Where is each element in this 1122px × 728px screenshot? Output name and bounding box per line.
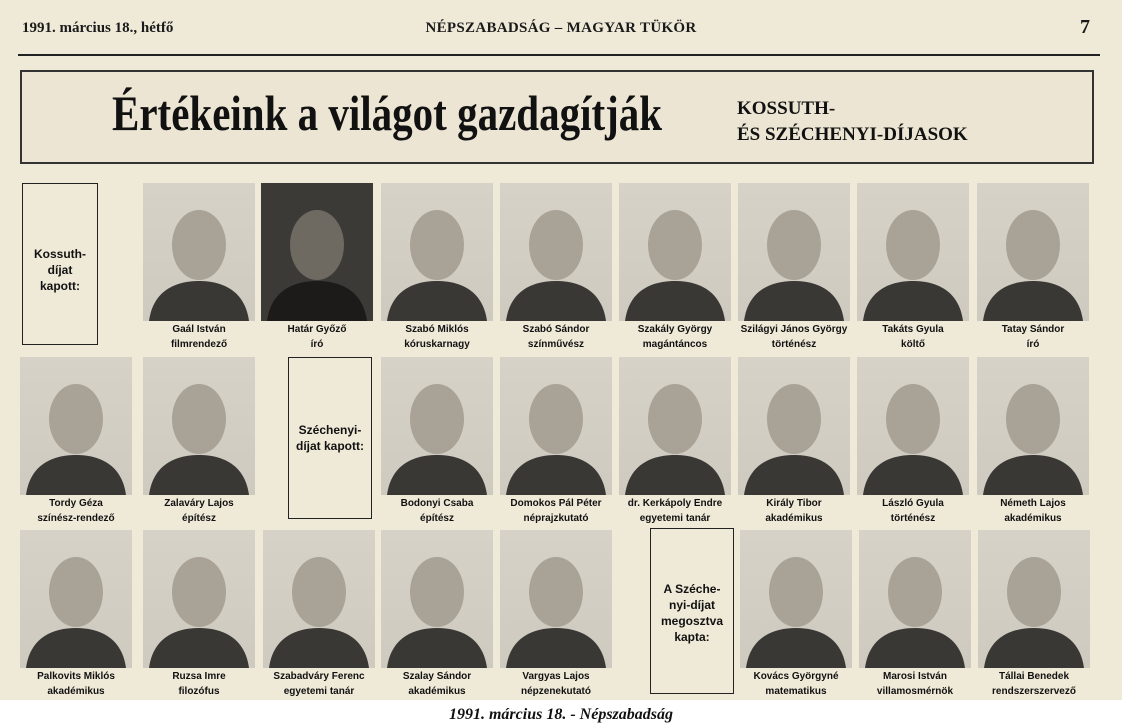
portrait-silhouette xyxy=(619,357,731,495)
portrait-silhouette xyxy=(500,357,612,495)
portrait-card xyxy=(263,530,375,698)
portrait-name: Tatay Sándor xyxy=(1001,324,1065,335)
portrait-role: egyetemi tanár xyxy=(639,513,711,524)
portrait-role: akadémikus xyxy=(765,513,823,524)
portrait-name: Szabó Miklós xyxy=(405,324,469,335)
szechenyi-label-box xyxy=(288,357,372,519)
portrait-role: akadémikus xyxy=(408,686,466,697)
portrait-photo xyxy=(978,530,1090,668)
portrait-name: Király Tibor xyxy=(766,498,822,509)
portrait-silhouette xyxy=(978,530,1090,668)
shared-label-line-3: megosztva xyxy=(660,614,724,628)
portrait-photo xyxy=(500,357,612,495)
portrait-name: Vargyas Lajos xyxy=(522,671,590,682)
portrait-name: Marosi István xyxy=(883,671,947,682)
portrait-photo xyxy=(740,530,852,668)
portrait-role: kóruskarnagy xyxy=(404,339,470,350)
portrait-silhouette xyxy=(857,183,969,321)
portrait-card xyxy=(978,530,1090,698)
portrait-name: Tordy Géza xyxy=(49,498,103,509)
portrait-name: Takáts Gyula xyxy=(882,324,944,335)
portrait-silhouette xyxy=(20,357,132,495)
portrait-photo xyxy=(857,183,969,321)
portrait-silhouette xyxy=(381,183,493,321)
portrait-role: filmrendező xyxy=(170,339,228,350)
header-date: 1991. március 18., hétfő xyxy=(22,20,174,36)
portrait-name: Ruzsa Imre xyxy=(172,671,226,682)
portrait-photo xyxy=(263,530,375,668)
portrait-card xyxy=(500,530,612,698)
portrait-photo xyxy=(500,530,612,668)
portrait-role: építész xyxy=(420,513,454,524)
portrait-name: Palkovits Miklós xyxy=(37,671,115,682)
portrait-silhouette xyxy=(738,183,850,321)
portrait-name: Bodonyi Csaba xyxy=(400,498,474,509)
portrait-silhouette xyxy=(143,530,255,668)
portrait-photo xyxy=(381,183,493,321)
portrait-name: Kovács Györgyné xyxy=(753,671,839,682)
kossuth-label-line-2: díjat xyxy=(47,263,73,277)
portrait-photo xyxy=(143,530,255,668)
portrait-card xyxy=(143,530,255,698)
portrait-role: színész-rendező xyxy=(37,513,115,524)
kossuth-label-box xyxy=(22,183,98,345)
portrait-name: Szalay Sándor xyxy=(402,671,472,682)
portrait-role: író xyxy=(310,339,324,350)
portrait-card xyxy=(20,357,132,525)
portrait-name: Szakály György xyxy=(637,324,713,335)
portrait-name: Szabadváry Ferenc xyxy=(273,671,365,682)
portrait-role: történész xyxy=(771,339,817,350)
portrait-silhouette xyxy=(263,530,375,668)
portrait-name: Tállai Benedek xyxy=(998,671,1070,682)
header-page-number: 7 xyxy=(1080,16,1090,38)
portrait-name: Szabó Sándor xyxy=(522,324,590,335)
portrait-role: matematikus xyxy=(765,686,827,697)
portrait-role: filozófus xyxy=(178,686,220,697)
portrait-silhouette xyxy=(619,183,731,321)
portrait-card xyxy=(857,357,969,525)
page-header xyxy=(0,14,1122,42)
portrait-silhouette xyxy=(261,183,373,321)
portrait-role: színművész xyxy=(527,339,585,350)
portrait-photo xyxy=(619,357,731,495)
portrait-silhouette xyxy=(143,183,255,321)
portrait-role: népzenekutató xyxy=(520,686,591,697)
portrait-name: dr. Kerkápoly Endre xyxy=(627,498,723,509)
kossuth-label-line-1: Kossuth- xyxy=(34,247,86,261)
portrait-role: költő xyxy=(901,339,925,350)
portrait-card xyxy=(143,357,255,525)
portrait-photo xyxy=(977,183,1089,321)
portrait-photo xyxy=(859,530,971,668)
portrait-card xyxy=(619,183,731,351)
portrait-role: néprajzkutató xyxy=(523,513,589,524)
portrait-card xyxy=(977,357,1089,525)
portrait-photo xyxy=(857,357,969,495)
portrait-role: villamosmérnök xyxy=(876,686,954,697)
headline: Értékeink a világot gazdagítják xyxy=(112,85,663,141)
portrait-name: Határ Győző xyxy=(287,324,347,335)
portrait-card xyxy=(859,530,971,698)
portrait-card xyxy=(500,183,612,351)
portrait-photo xyxy=(20,530,132,668)
portrait-photo xyxy=(143,357,255,495)
portrait-photo xyxy=(738,357,850,495)
portrait-name: Németh Lajos xyxy=(1000,498,1066,509)
portrait-role: építész xyxy=(182,513,216,524)
portrait-silhouette xyxy=(740,530,852,668)
portrait-role: akadémikus xyxy=(47,686,105,697)
portrait-silhouette xyxy=(20,530,132,668)
portrait-card xyxy=(740,530,852,698)
portrait-card xyxy=(738,183,850,351)
portrait-name: László Gyula xyxy=(882,498,944,509)
portrait-silhouette xyxy=(381,357,493,495)
portrait-card xyxy=(381,357,493,525)
portrait-silhouette xyxy=(143,357,255,495)
portrait-role: író xyxy=(1026,339,1040,350)
portrait-photo xyxy=(500,183,612,321)
portrait-silhouette xyxy=(977,357,1089,495)
portrait-card xyxy=(143,183,255,351)
portrait-card xyxy=(977,183,1089,351)
portrait-silhouette xyxy=(500,530,612,668)
portrait-silhouette xyxy=(381,530,493,668)
portrait-silhouette xyxy=(977,183,1089,321)
portrait-card xyxy=(381,530,493,698)
portrait-name: Zalaváry Lajos xyxy=(164,498,234,509)
portrait-card xyxy=(857,183,969,351)
portrait-photo xyxy=(977,357,1089,495)
headline-box xyxy=(20,70,1094,164)
portrait-name: Domokos Pál Péter xyxy=(510,498,602,509)
portrait-photo xyxy=(143,183,255,321)
szechenyi-label-line-2: díjat kapott: xyxy=(296,439,364,453)
portrait-photo xyxy=(381,530,493,668)
portrait-card xyxy=(619,357,731,525)
portrait-name: Szilágyi János György xyxy=(740,324,848,335)
portrait-card xyxy=(381,183,493,351)
portrait-silhouette xyxy=(857,357,969,495)
shared-label-line-1: A Széche- xyxy=(663,582,721,596)
portrait-photo xyxy=(20,357,132,495)
szechenyi-label-line-1: Széchenyi- xyxy=(298,423,362,437)
portrait-role: magántáncos xyxy=(642,339,708,350)
header-paper-name: NÉPSZABADSÁG – MAGYAR TÜKÖR xyxy=(425,20,697,36)
image-caption: 1991. március 18. - Népszabadság xyxy=(448,706,673,723)
portrait-photo xyxy=(261,183,373,321)
kossuth-label-line-3: kapott: xyxy=(40,279,80,293)
shared-label-line-4: kapta: xyxy=(674,630,710,644)
portrait-name: Gaál István xyxy=(172,324,226,335)
shared-prize-label-box xyxy=(650,528,734,694)
portrait-role: egyetemi tanár xyxy=(283,686,355,697)
portrait-card xyxy=(738,357,850,525)
portrait-silhouette xyxy=(500,183,612,321)
portrait-silhouette xyxy=(859,530,971,668)
portrait-role: rendszerszervező xyxy=(992,686,1076,697)
portrait-photo xyxy=(381,357,493,495)
portrait-card xyxy=(500,357,612,525)
portrait-card xyxy=(261,183,373,351)
portrait-silhouette xyxy=(738,357,850,495)
portrait-card xyxy=(20,530,132,698)
portrait-role: akadémikus xyxy=(1004,513,1062,524)
shared-label-line-2: nyi-díjat xyxy=(668,598,715,612)
subtitle-line-1: KOSSUTH- xyxy=(737,98,836,119)
portrait-photo xyxy=(738,183,850,321)
portrait-role: történész xyxy=(890,513,936,524)
portrait-photo xyxy=(619,183,731,321)
headline-subtitle xyxy=(737,96,968,148)
subtitle-line-2: ÉS SZÉCHENYI-DÍJASOK xyxy=(737,124,968,145)
header-rule xyxy=(18,54,1100,56)
